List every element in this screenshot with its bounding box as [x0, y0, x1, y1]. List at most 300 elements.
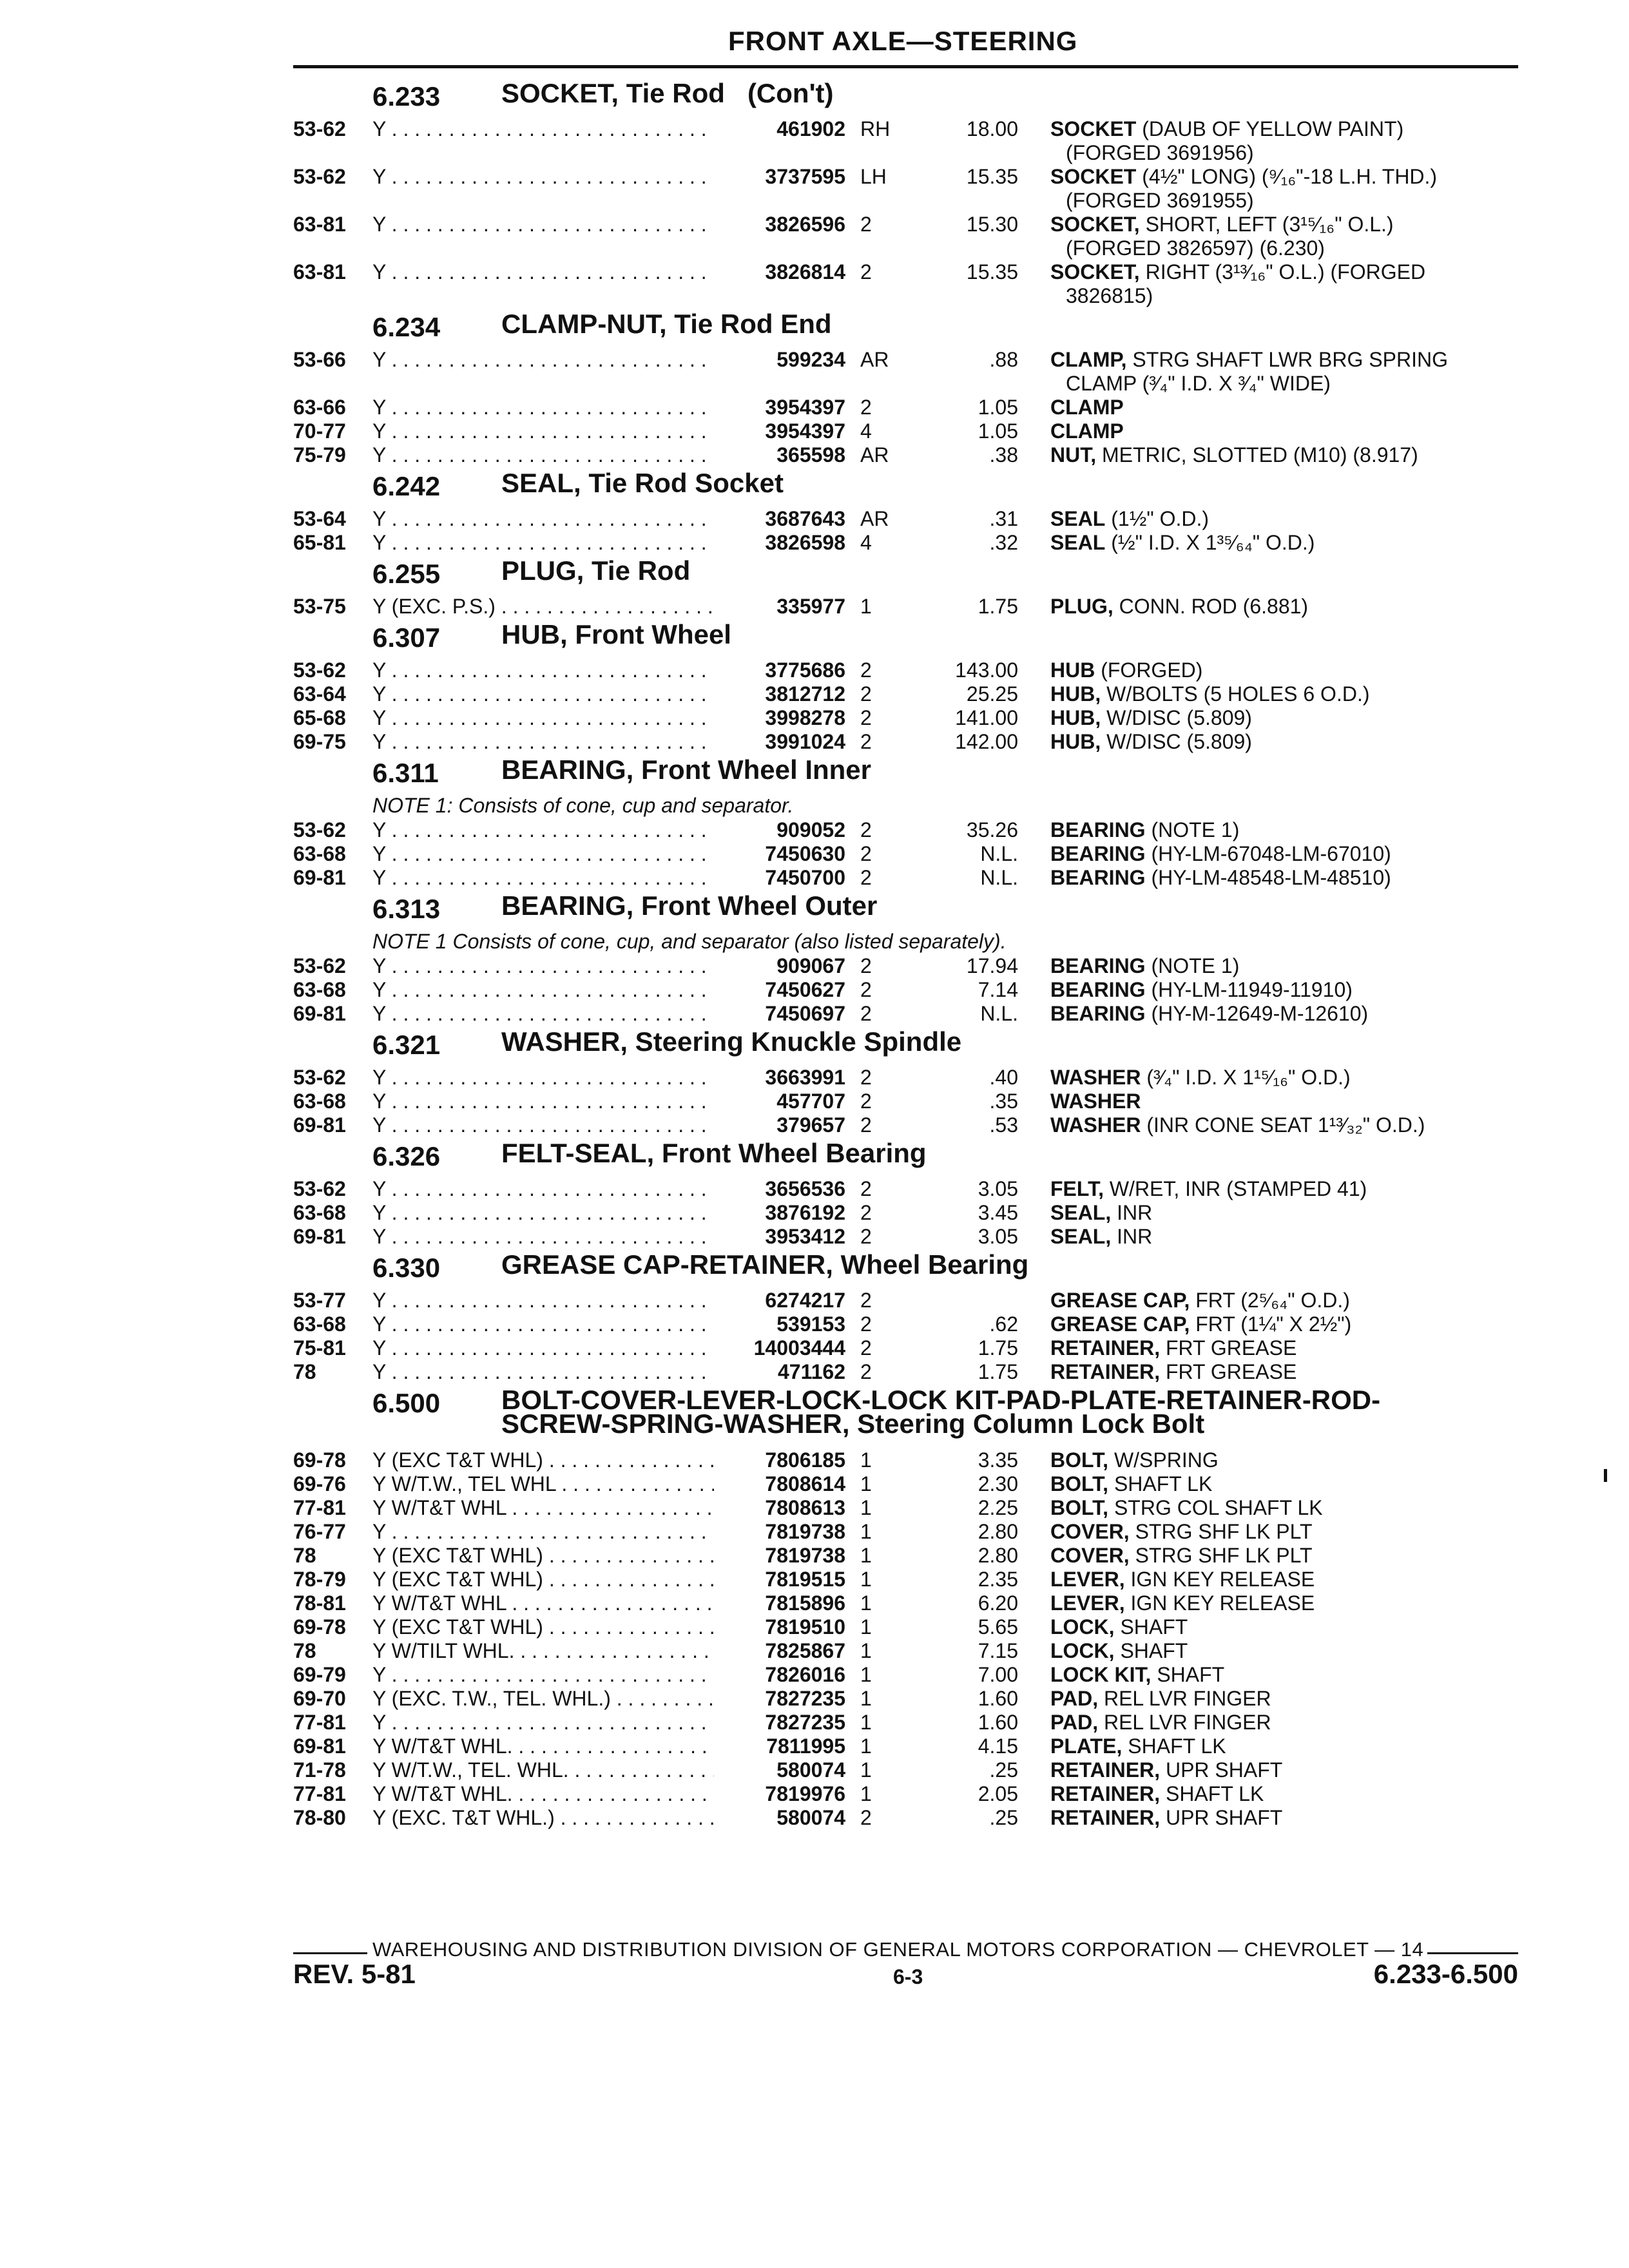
- section-title: SOCKET, Tie Rod (Con't): [501, 78, 834, 108]
- part-number: 3656536: [765, 1177, 845, 1200]
- description: [1050, 531, 1518, 555]
- price: 1.75: [978, 595, 1018, 618]
- part-number: 7450700: [765, 866, 845, 889]
- part-row: [0, 1336, 1629, 1360]
- part-name: LEVER,: [1050, 1591, 1125, 1615]
- part-detail: (HY-LM-67048-LM-67010): [1145, 842, 1391, 865]
- description: [1050, 1520, 1518, 1544]
- part-detail: SHAFT LK: [1108, 1472, 1213, 1495]
- price: 25.25: [966, 682, 1018, 706]
- part-number: 7806185: [765, 1448, 845, 1472]
- price: 4.15: [978, 1735, 1018, 1758]
- part-row: [0, 1472, 1629, 1496]
- description: [1050, 954, 1518, 978]
- part-row: [0, 396, 1629, 419]
- part-row: [0, 730, 1629, 754]
- section-title: BEARING, Front Wheel Inner: [501, 754, 872, 785]
- section-heading: [0, 890, 1629, 930]
- section-heading: [0, 555, 1629, 595]
- application: Y . . .: [372, 1090, 714, 1113]
- part-row: [0, 1312, 1629, 1336]
- model-years: 78: [293, 1544, 316, 1567]
- price: 1.75: [978, 1360, 1018, 1383]
- model-years: 53-66: [293, 348, 346, 371]
- part-number: 7819515: [765, 1568, 845, 1591]
- section-heading: [0, 1137, 1629, 1177]
- model-years: 63-81: [293, 260, 346, 284]
- application: Y W/T&T WHL. . . .: [372, 1782, 714, 1806]
- description: [1050, 1639, 1518, 1663]
- price: 7.14: [978, 978, 1018, 1001]
- price: 3.05: [978, 1177, 1018, 1200]
- quantity: 1: [860, 1496, 872, 1519]
- part-number: 3826814: [765, 260, 845, 284]
- price: 2.80: [978, 1520, 1018, 1543]
- quantity: 1: [860, 1782, 872, 1805]
- part-detail: CONN. ROD (6.881): [1113, 595, 1309, 618]
- application: Y . . .: [372, 419, 714, 443]
- section-title: HUB, Front Wheel: [501, 619, 731, 649]
- application: Y (EXC T&T WHL) . . .: [372, 1448, 714, 1472]
- part-name: BEARING: [1050, 978, 1146, 1001]
- description: [1050, 419, 1518, 443]
- part-detail: STRG COL SHAFT LK: [1108, 1496, 1323, 1519]
- model-years: 53-77: [293, 1289, 346, 1312]
- part-number: 335977: [776, 595, 845, 618]
- part-name: PLUG,: [1050, 595, 1113, 618]
- section-title: PLUG, Tie Rod: [501, 555, 691, 586]
- model-years: 53-62: [293, 1066, 346, 1089]
- part-detail: STRG SHAFT LWR BRG SPRING: [1126, 348, 1448, 371]
- quantity: 2: [860, 842, 872, 865]
- price: .40: [989, 1066, 1018, 1089]
- description: [1050, 818, 1518, 842]
- model-years: 76-77: [293, 1520, 346, 1543]
- part-number: 3998278: [765, 706, 845, 729]
- part-detail-continued: (FORGED 3691956): [1066, 141, 1254, 164]
- price: .88: [989, 348, 1018, 371]
- part-name: RETAINER,: [1050, 1360, 1161, 1383]
- description: [1050, 1568, 1518, 1591]
- model-years: 69-81: [293, 1113, 346, 1137]
- quantity: AR: [860, 507, 889, 530]
- price: 1.75: [978, 1336, 1018, 1360]
- part-number: 7819510: [765, 1615, 845, 1639]
- application: Y . . .: [372, 260, 714, 284]
- application: Y (EXC. T.W., TEL. WHL.) . . .: [372, 1687, 714, 1711]
- page-number: 6-3: [893, 1965, 923, 1988]
- part-detail: IGN KEY RELEASE: [1124, 1568, 1315, 1591]
- footer-rule-right: [1427, 1952, 1518, 1954]
- part-name: HUB,: [1050, 706, 1101, 729]
- price: 17.94: [966, 954, 1018, 977]
- part-row: [0, 348, 1629, 396]
- part-name: GREASE CAP,: [1050, 1312, 1190, 1336]
- quantity: 1: [860, 1758, 872, 1782]
- application: Y . . .: [372, 682, 714, 706]
- part-name: HUB: [1050, 658, 1095, 682]
- section-heading: [0, 77, 1629, 117]
- part-row: [0, 1711, 1629, 1735]
- quantity: 1: [860, 1472, 872, 1495]
- header-rule: [293, 65, 1518, 68]
- quantity: 2: [860, 260, 872, 284]
- model-years: 70-77: [293, 419, 346, 443]
- quantity: 2: [860, 818, 872, 841]
- part-number: 7827235: [765, 1687, 845, 1710]
- part-name: SOCKET,: [1050, 213, 1140, 236]
- part-name: LEVER,: [1050, 1568, 1125, 1591]
- description: [1050, 260, 1518, 308]
- part-number: 909052: [776, 818, 845, 841]
- section-range: 6.233-6.500: [1373, 1959, 1518, 1989]
- part-name: FELT,: [1050, 1177, 1104, 1200]
- part-name: PAD,: [1050, 1687, 1099, 1710]
- section-number: 6.234: [372, 312, 441, 342]
- footer-rule-left: [293, 1952, 367, 1954]
- quantity: 2: [860, 1201, 872, 1224]
- part-number: 365598: [776, 443, 845, 466]
- application: Y W/T&T WHL . . .: [372, 1496, 714, 1520]
- description: [1050, 165, 1518, 213]
- model-years: 77-81: [293, 1782, 346, 1805]
- description: [1050, 1448, 1518, 1472]
- part-number: 7825867: [765, 1639, 845, 1662]
- part-row: [0, 117, 1629, 165]
- section-number: 6.307: [372, 622, 441, 653]
- price: 2.35: [978, 1568, 1018, 1591]
- part-detail: (NOTE 1): [1145, 818, 1240, 841]
- part-row: [0, 213, 1629, 260]
- part-number: 461902: [776, 117, 845, 140]
- quantity: 2: [860, 1225, 872, 1248]
- part-number: 7827235: [765, 1711, 845, 1734]
- quantity: 1: [860, 1448, 872, 1472]
- model-years: 53-62: [293, 117, 346, 140]
- description: [1050, 1113, 1518, 1137]
- quantity: 2: [860, 213, 872, 236]
- part-row: [0, 419, 1629, 443]
- part-number: 3991024: [765, 730, 845, 753]
- price: 7.00: [978, 1663, 1018, 1686]
- section-heading: [0, 1249, 1629, 1289]
- part-number: 7811995: [766, 1735, 845, 1758]
- part-name: BOLT,: [1050, 1448, 1109, 1472]
- application: Y . . .: [372, 706, 714, 730]
- price: 15.35: [966, 260, 1018, 284]
- part-detail: REL LVR FINGER: [1098, 1711, 1271, 1734]
- model-years: 69-76: [293, 1472, 346, 1495]
- description: [1050, 1360, 1518, 1384]
- section-number: 6.313: [372, 894, 441, 924]
- part-detail: SHORT, LEFT (3¹⁵⁄₁₆" O.L.): [1139, 213, 1394, 236]
- part-number: 580074: [776, 1758, 845, 1782]
- part-row: [0, 1066, 1629, 1090]
- application: Y . . .: [372, 1289, 714, 1312]
- application: Y . . .: [372, 730, 714, 754]
- part-number: 7826016: [765, 1663, 845, 1686]
- model-years: 69-79: [293, 1663, 346, 1686]
- description: [1050, 1711, 1518, 1735]
- quantity: 1: [860, 595, 872, 618]
- price: 141.00: [955, 706, 1018, 729]
- part-row: [0, 1639, 1629, 1663]
- part-row: [0, 1663, 1629, 1687]
- part-row: [0, 866, 1629, 890]
- quantity: 2: [860, 706, 872, 729]
- application: Y W/T.W., TEL. WHL. . . .: [372, 1758, 714, 1782]
- quantity: 2: [860, 978, 872, 1001]
- section-note: NOTE 1 Consists of cone, cup, and separator (also listed separately).: [372, 930, 1007, 953]
- part-row: [0, 165, 1629, 213]
- section-title: FELT-SEAL, Front Wheel Bearing: [501, 1138, 927, 1168]
- application: Y . . .: [372, 954, 714, 978]
- part-name: RETAINER,: [1050, 1806, 1161, 1829]
- price: 3.05: [978, 1225, 1018, 1248]
- description: [1050, 443, 1518, 467]
- application: Y . . .: [372, 1711, 714, 1735]
- application: Y W/T&T WHL. . . .: [372, 1735, 714, 1758]
- price: 15.35: [966, 165, 1018, 188]
- part-name: BEARING: [1050, 954, 1146, 977]
- price: 2.25: [978, 1496, 1018, 1519]
- part-name: BEARING: [1050, 842, 1146, 865]
- description: [1050, 682, 1518, 706]
- part-detail: SHAFT LK: [1160, 1782, 1264, 1805]
- part-row: [0, 1687, 1629, 1711]
- section-heading: [0, 1026, 1629, 1066]
- part-number: 3876192: [765, 1201, 845, 1224]
- application: Y W/T.W., TEL WHL . . .: [372, 1472, 714, 1496]
- model-years: 53-62: [293, 1177, 346, 1200]
- quantity: AR: [860, 348, 889, 371]
- part-number: 471162: [777, 1360, 845, 1383]
- part-name: HUB,: [1050, 682, 1101, 706]
- description: [1050, 1225, 1518, 1249]
- price: .53: [989, 1113, 1018, 1137]
- part-row: [0, 1448, 1629, 1472]
- part-detail: W/DISC (5.809): [1101, 706, 1252, 729]
- part-detail: INR: [1111, 1225, 1153, 1248]
- part-row: [0, 1225, 1629, 1249]
- part-row: [0, 1591, 1629, 1615]
- model-years: 53-62: [293, 818, 346, 841]
- model-years: 53-75: [293, 595, 346, 618]
- description: [1050, 396, 1518, 419]
- part-row: [0, 1806, 1629, 1830]
- part-row: [0, 507, 1629, 531]
- price: N.L.: [980, 1002, 1018, 1025]
- margin-mark: [1604, 1469, 1607, 1482]
- model-years: 69-75: [293, 730, 346, 753]
- description: [1050, 213, 1518, 260]
- model-years: 69-81: [293, 1735, 346, 1758]
- quantity: RH: [860, 117, 891, 140]
- price: 35.26: [966, 818, 1018, 841]
- price: 2.30: [978, 1472, 1018, 1495]
- application: Y (EXC T&T WHL) . . .: [372, 1544, 714, 1568]
- part-detail: W/SPRING: [1108, 1448, 1219, 1472]
- section-title: CLAMP-NUT, Tie Rod End: [501, 309, 832, 339]
- description: [1050, 1687, 1518, 1711]
- part-number: 7450627: [765, 978, 845, 1001]
- section-title: WASHER, Steering Knuckle Spindle: [501, 1026, 962, 1057]
- section-heading: [0, 619, 1629, 658]
- part-detail: SHAFT: [1114, 1615, 1188, 1639]
- part-name: SEAL: [1050, 507, 1106, 530]
- quantity: 2: [860, 1806, 872, 1829]
- part-name: BEARING: [1050, 1002, 1146, 1025]
- price: 1.05: [978, 419, 1018, 443]
- price: 7.15: [978, 1639, 1018, 1662]
- section-heading: [0, 754, 1629, 794]
- part-name: SOCKET,: [1050, 260, 1140, 284]
- price: .62: [989, 1312, 1018, 1336]
- quantity: 2: [860, 954, 872, 977]
- model-years: 75-79: [293, 443, 346, 466]
- part-number: 7819738: [765, 1544, 845, 1567]
- application: Y . . .: [372, 165, 714, 189]
- part-detail: W/BOLTS (5 HOLES 6 O.D.): [1101, 682, 1370, 706]
- application: Y . . .: [372, 1113, 714, 1137]
- part-name: PAD,: [1050, 1711, 1099, 1734]
- part-name: LOCK KIT,: [1050, 1663, 1152, 1686]
- quantity: 1: [860, 1687, 872, 1710]
- description: [1050, 348, 1518, 396]
- description: [1050, 1312, 1518, 1336]
- price: 6.20: [978, 1591, 1018, 1615]
- model-years: 69-81: [293, 866, 346, 889]
- parts-list: [0, 77, 1629, 1830]
- part-number: 580074: [776, 1806, 845, 1829]
- part-row: [0, 443, 1629, 467]
- price: 143.00: [955, 658, 1018, 682]
- part-detail: RIGHT (3¹³⁄₁₆" O.L.) (FORGED: [1139, 260, 1426, 284]
- part-detail-continued: (FORGED 3691955): [1066, 189, 1254, 212]
- part-number: 14003444: [753, 1336, 845, 1360]
- quantity: 1: [860, 1591, 872, 1615]
- part-detail: SHAFT: [1114, 1639, 1188, 1662]
- part-row: [0, 682, 1629, 706]
- part-detail: FRT (2⁵⁄₆₄" O.D.): [1190, 1289, 1350, 1312]
- price: 18.00: [966, 117, 1018, 140]
- part-number: 3812712: [765, 682, 845, 706]
- part-detail: IGN KEY RELEASE: [1124, 1591, 1315, 1615]
- part-detail: UPR SHAFT: [1160, 1806, 1283, 1829]
- description: [1050, 595, 1518, 619]
- part-detail: FRT GREASE: [1160, 1360, 1297, 1383]
- part-detail: FRT (1¼" X 2½"): [1190, 1312, 1352, 1336]
- price: .31: [989, 507, 1018, 530]
- footer-publisher: WAREHOUSING AND DISTRIBUTION DIVISION OF GENERAL MOTORS CORPORATION — CHEVROLET — 14: [372, 1938, 1424, 1961]
- part-number: 3663991: [765, 1066, 845, 1089]
- part-detail: (HY-LM-48548-LM-48510): [1145, 866, 1391, 889]
- price: 1.60: [978, 1711, 1018, 1734]
- section-number: 6.500: [372, 1388, 441, 1418]
- model-years: 69-70: [293, 1687, 346, 1710]
- part-row: [0, 1090, 1629, 1113]
- quantity: 2: [860, 866, 872, 889]
- description: [1050, 1066, 1518, 1090]
- application: Y . . .: [372, 507, 714, 531]
- part-detail: (4½" LONG) (⁹⁄₁₆"-18 L.H. THD.): [1136, 165, 1438, 188]
- part-row: [0, 1113, 1629, 1137]
- part-detail: (INR CONE SEAT 1¹³⁄₃₂" O.D.): [1141, 1113, 1425, 1137]
- application: Y . . .: [372, 1312, 714, 1336]
- part-detail: REL LVR FINGER: [1098, 1687, 1271, 1710]
- model-years: 78-79: [293, 1568, 346, 1591]
- price: .38: [989, 443, 1018, 466]
- part-name: RETAINER,: [1050, 1782, 1161, 1805]
- model-years: 53-64: [293, 507, 346, 530]
- part-name: HUB,: [1050, 730, 1101, 753]
- model-years: 69-81: [293, 1002, 346, 1025]
- price: 1.60: [978, 1687, 1018, 1710]
- description: [1050, 658, 1518, 682]
- part-detail: STRG SHF LK PLT: [1129, 1544, 1313, 1567]
- part-number: 457707: [776, 1090, 845, 1113]
- quantity: 1: [860, 1711, 872, 1734]
- model-years: 53-62: [293, 658, 346, 682]
- description: [1050, 1544, 1518, 1568]
- description: [1050, 1289, 1518, 1312]
- description: [1050, 1177, 1518, 1201]
- part-detail: W/RET, INR (STAMPED 41): [1103, 1177, 1367, 1200]
- quantity: LH: [860, 165, 887, 188]
- price: N.L.: [980, 842, 1018, 865]
- model-years: 63-68: [293, 842, 346, 865]
- model-years: 71-78: [293, 1758, 346, 1782]
- model-years: 77-81: [293, 1496, 346, 1519]
- part-detail: (1½" O.D.): [1105, 507, 1210, 530]
- part-detail: W/DISC (5.809): [1101, 730, 1252, 753]
- model-years: 53-62: [293, 165, 346, 188]
- part-name: SOCKET: [1050, 117, 1137, 140]
- part-detail: (HY-M-12649-M-12610): [1145, 1002, 1369, 1025]
- application: Y . . .: [372, 1663, 714, 1687]
- part-number: 3954397: [765, 419, 845, 443]
- price: N.L.: [980, 866, 1018, 889]
- part-row: [0, 531, 1629, 555]
- part-number: 909067: [776, 954, 845, 977]
- part-name: CLAMP: [1050, 396, 1124, 419]
- part-detail: (FORGED): [1095, 658, 1203, 682]
- application: Y (EXC. P.S.) . . .: [372, 595, 714, 619]
- part-number: 539153: [776, 1312, 845, 1336]
- part-name: CLAMP,: [1050, 348, 1127, 371]
- application: Y . . .: [372, 443, 714, 467]
- application: Y . . .: [372, 348, 714, 372]
- description: [1050, 1336, 1518, 1360]
- description: [1050, 1090, 1518, 1113]
- part-row: [0, 1177, 1629, 1201]
- quantity: 2: [860, 1177, 872, 1200]
- part-row: [0, 1201, 1629, 1225]
- price: 2.05: [978, 1782, 1018, 1805]
- part-row: [0, 595, 1629, 619]
- description: [1050, 1806, 1518, 1830]
- part-detail-continued: (FORGED 3826597) (6.230): [1066, 236, 1325, 260]
- quantity: 2: [860, 1289, 872, 1312]
- part-row: [0, 818, 1629, 842]
- price: 3.35: [978, 1448, 1018, 1472]
- part-number: 7808613: [765, 1496, 845, 1519]
- description: [1050, 706, 1518, 730]
- part-name: LOCK,: [1050, 1639, 1115, 1662]
- section-title: GREASE CAP-RETAINER, Wheel Bearing: [501, 1249, 1029, 1280]
- application: Y . . .: [372, 396, 714, 419]
- part-number: 3826596: [765, 213, 845, 236]
